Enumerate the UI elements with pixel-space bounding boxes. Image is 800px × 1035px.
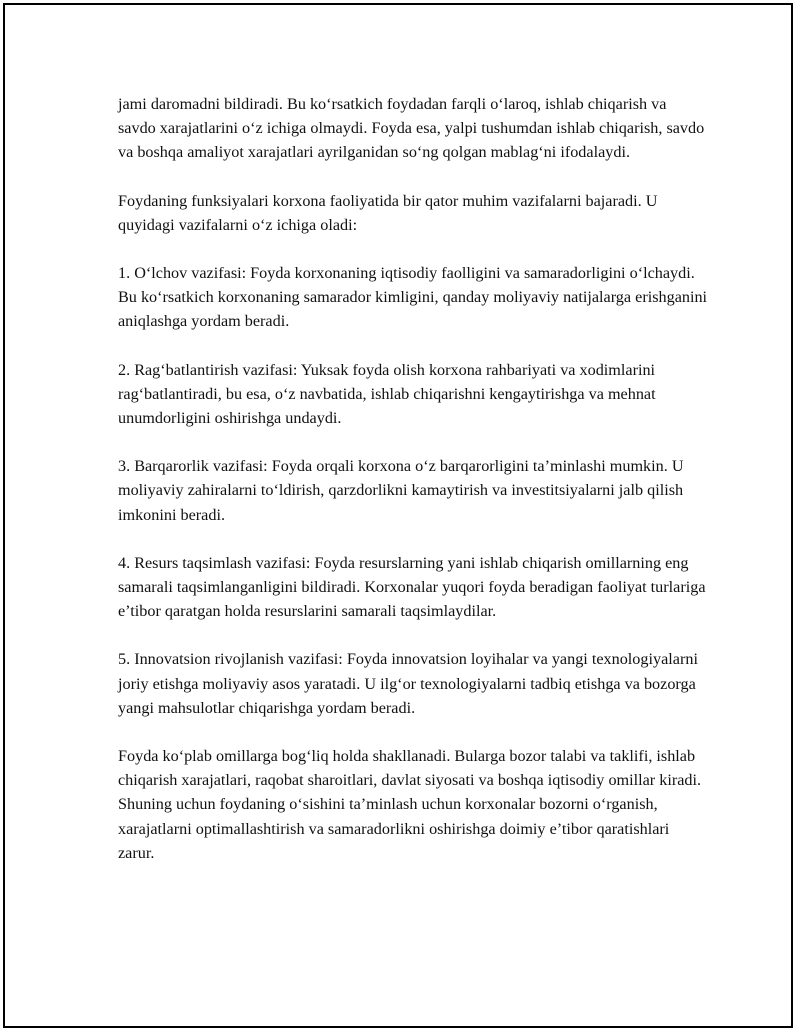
paragraph-functions-intro: Foydaning funksiyalari korxona faoliyatida bir qator muhim vazifalarni bajaradi. U quyidagi vazifalarni o‘z ichiga oladi: — [118, 191, 658, 234]
paragraph-innovation-function: 5. Innovatsion rivojlanish vazifasi: Foyda innovatsion loyihalar va yangi texnologiyalarni joriy etishga moliyaviy asos yaratadi. U ilg‘or texnologiyalarni tadbiq etishga va bozorga yangi mahsulotlar chiqarishga yordam beradi. — [118, 650, 698, 717]
document-body — [118, 92, 708, 865]
paragraph-incentive-function: 2. Rag‘batlantirish vazifasi: Yuksak foyda olish korxona rahbariyati va xodimlarini rag‘batlantiradi, bu esa, o‘z navbatida, ishlab chiqarishni kengaytirishga va mehnat unumdorligini oshirishga undaydi. — [118, 360, 656, 428]
paragraph-intro-continuation: jami daromadni bildiradi. Bu ko‘rsatkich foydadan farqli o‘laroq, ishlab chiqarish va savdo xarajatlarini o‘z ichiga olmaydi. Foyda esa, yalpi tushumdan ishlab chiqarish, savdo va boshqa amaliyot xarajatlari ayrilganidan so‘ng qolgan mablag‘ni ifodalaydi. — [118, 95, 705, 162]
paragraph-measurement-function: 1. O‘lchov vazifasi: Foyda korxonaning iqtisodiy faolligini va samaradorligini o‘lchaydi. Bu ko‘rsatkich korxonaning samarador kimligini, qanday moliyaviy natijalarga erishganini aniqlashga yordam beradi. — [118, 264, 708, 331]
paragraph-resource-allocation-function: 4. Resurs taqsimlash vazifasi: Foyda resurslarning yani ishlab chiqarish omillarning eng samarali taqsimlanganligini bildiradi. Korxonalar yuqori foyda beradigan faoliyat turlariga e’tibor qaratgan holda resurslarini samarali taqsimlaydilar. — [118, 553, 706, 621]
paragraph-conclusion: Foyda ko‘plab omillarga bog‘liq holda shakllanadi. Bularga bozor talabi va taklifi, ishlab chiqarish xarajatlari, raqobat sharoitlari, davlat siyosati va boshqa iqtisodiy omillar kiradi. Shuning uchun foydaning o‘sishini ta’minlash uchun korxonalar bozorni o‘rganish, xarajatlarni optimallashtirish va samaradorlikni oshirishga doimiy e’tibor qaratishlari zarur. — [118, 747, 702, 862]
paragraph-stability-function: 3. Barqarorlik vazifasi: Foyda orqali korxona o‘z barqarorligini ta’minlashi mumkin. U moliyaviy zahiralarni to‘ldirish, qarzdorlikni kamaytirish va investitsiyalarni jalb qilish imkonini beradi. — [118, 457, 684, 524]
